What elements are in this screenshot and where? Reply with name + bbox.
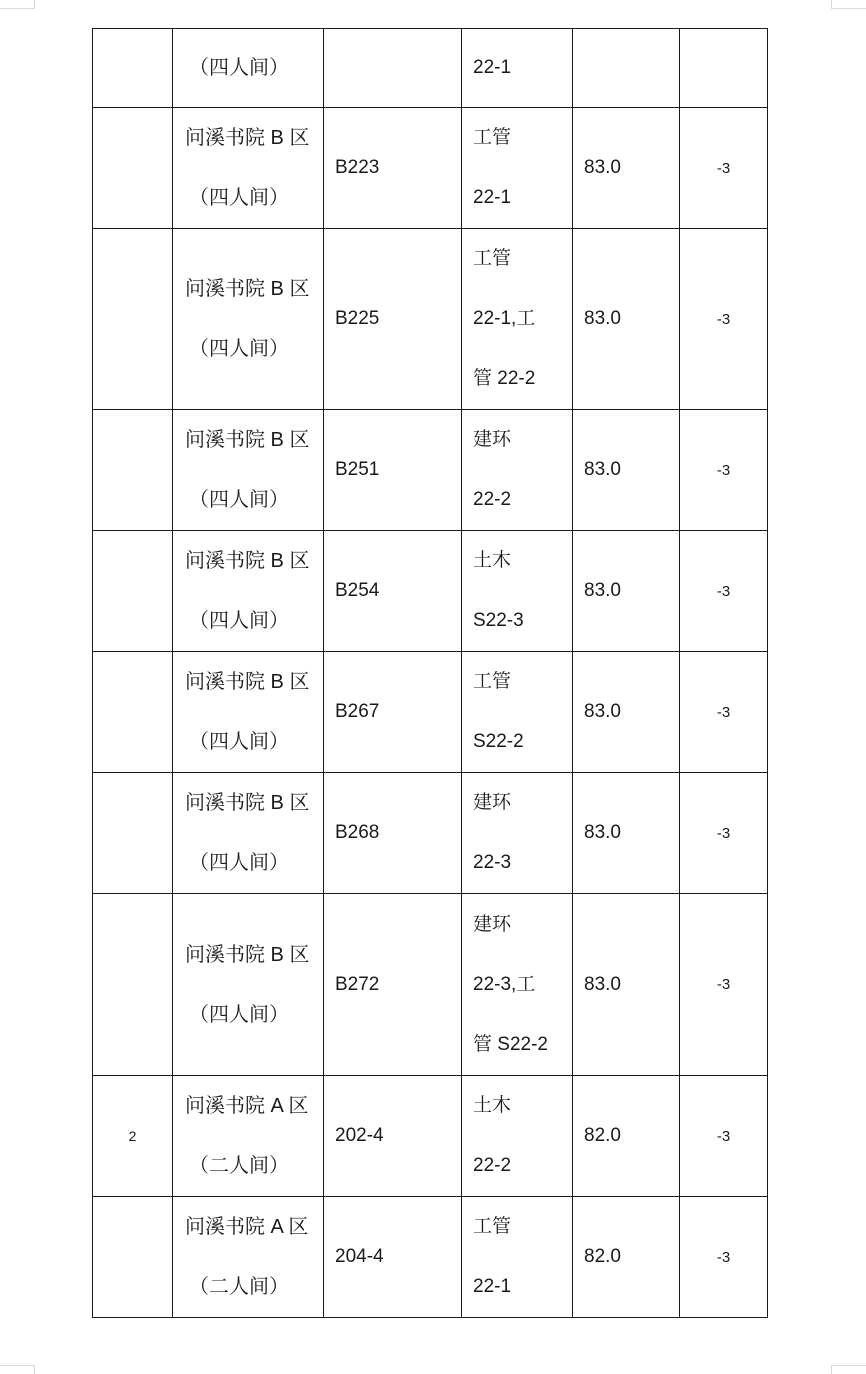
score-cell: [573, 29, 680, 108]
building-cell: [173, 1076, 324, 1197]
cell-text-line: 工管: [473, 127, 512, 148]
deduction-cell: -3: [680, 1197, 768, 1318]
room-cell: 202-4: [324, 1076, 462, 1197]
cell-text-line: 22-1: [473, 187, 512, 208]
class-cell: [462, 894, 573, 1076]
building-cell: [173, 108, 324, 229]
class-cell: [462, 29, 573, 108]
index-cell: [93, 773, 173, 894]
cell-text-line: 工管: [473, 248, 512, 269]
room-cell: B272: [324, 894, 462, 1076]
room-cell: B267: [324, 652, 462, 773]
cell-text-line: （四人间）: [189, 610, 289, 632]
page-corner-mark: [831, 1365, 866, 1374]
cell-text-line: S22-3: [473, 610, 524, 631]
cell-text-line: 问溪书院 B 区: [185, 792, 310, 814]
deduction-cell: -3: [680, 229, 768, 410]
building-cell: [173, 773, 324, 894]
cell-text-line: 工管: [473, 1216, 512, 1237]
cell-text-line: 管 22-2: [473, 368, 536, 389]
table-row: [93, 1076, 768, 1197]
building-cell: [173, 29, 324, 108]
index-cell: [93, 531, 173, 652]
index-cell: [93, 108, 173, 229]
cell-text-line: 建环: [473, 792, 512, 813]
building-cell: [173, 894, 324, 1076]
room-cell: B223: [324, 108, 462, 229]
class-cell: [462, 1076, 573, 1197]
room-cell: 204-4: [324, 1197, 462, 1318]
class-cell: [462, 531, 573, 652]
table-row: [93, 229, 768, 410]
cell-text-line: （二人间）: [189, 1155, 289, 1177]
cell-text-line: 22-3: [473, 852, 512, 873]
cell-text-line: 问溪书院 B 区: [185, 429, 310, 451]
table-row: [93, 773, 768, 894]
cell-text-line: 工管: [473, 671, 512, 692]
cell-text-line: 22-1: [473, 1276, 512, 1297]
table-row: [93, 894, 768, 1076]
score-cell: 83.0: [573, 531, 680, 652]
room-cell: B225: [324, 229, 462, 410]
score-cell: 82.0: [573, 1197, 680, 1318]
room-cell: B268: [324, 773, 462, 894]
deduction-cell: -3: [680, 652, 768, 773]
class-cell: [462, 652, 573, 773]
room-cell: B254: [324, 531, 462, 652]
cell-text-line: 管 S22-2: [473, 1033, 548, 1055]
cell-text-line: 问溪书院 A 区: [185, 1216, 309, 1238]
page-corner-mark: [0, 0, 35, 9]
cell-text-line: 问溪书院 A 区: [185, 1095, 309, 1117]
cell-text-line: 问溪书院 B 区: [185, 550, 310, 572]
cell-text-line: 22-2: [473, 489, 512, 510]
page-corner-mark: [0, 1365, 35, 1374]
cell-text-line: 22-1: [473, 57, 512, 78]
index-cell: [93, 894, 173, 1076]
cell-text-line: （四人间）: [189, 57, 289, 79]
score-cell: 83.0: [573, 652, 680, 773]
index-cell: [93, 229, 173, 410]
score-cell: 83.0: [573, 894, 680, 1076]
index-cell: 2: [93, 1076, 173, 1197]
cell-text-line: 土木: [473, 1095, 512, 1116]
table-row: [93, 29, 768, 108]
score-cell: 83.0: [573, 410, 680, 531]
deduction-cell: -3: [680, 773, 768, 894]
building-cell: [173, 410, 324, 531]
class-cell: [462, 410, 573, 531]
score-cell: 82.0: [573, 1076, 680, 1197]
building-cell: [173, 229, 324, 410]
index-cell: [93, 410, 173, 531]
class-cell: [462, 108, 573, 229]
deduction-cell: [680, 29, 768, 108]
cell-text-line: 22-2: [473, 1155, 512, 1176]
cell-text-line: 问溪书院 B 区: [185, 671, 310, 693]
cell-text-line: （四人间）: [189, 338, 289, 360]
cell-text-line: 问溪书院 B 区: [185, 943, 310, 966]
page-corner-mark: [831, 0, 866, 9]
cell-text-line: （四人间）: [189, 187, 289, 209]
deduction-cell: -3: [680, 410, 768, 531]
deduction-cell: -3: [680, 894, 768, 1076]
cell-text-line: 土木: [473, 550, 512, 571]
class-cell: [462, 229, 573, 410]
table-row: [93, 531, 768, 652]
cell-text-line: （四人间）: [189, 731, 289, 753]
cell-text-line: （四人间）: [189, 489, 289, 511]
room-cell: B251: [324, 410, 462, 531]
score-cell: 83.0: [573, 229, 680, 410]
table-row: [93, 652, 768, 773]
table-row: [93, 108, 768, 229]
cell-text-line: 建环: [473, 913, 512, 935]
score-cell: 83.0: [573, 773, 680, 894]
cell-text-line: （四人间）: [189, 852, 289, 874]
class-cell: [462, 773, 573, 894]
index-cell: [93, 29, 173, 108]
table-row: [93, 410, 768, 531]
cell-text-line: （四人间）: [189, 1003, 289, 1026]
building-cell: [173, 652, 324, 773]
cell-text-line: 问溪书院 B 区: [185, 278, 310, 300]
room-cell: [324, 29, 462, 108]
cell-text-line: 22-3,工: [473, 973, 536, 995]
building-cell: [173, 1197, 324, 1318]
table-row: [93, 1197, 768, 1318]
dormitory-score-table: [92, 28, 768, 1318]
index-cell: [93, 1197, 173, 1318]
cell-text-line: （二人间）: [189, 1276, 289, 1298]
score-cell: 83.0: [573, 108, 680, 229]
deduction-cell: -3: [680, 108, 768, 229]
deduction-cell: -3: [680, 1076, 768, 1197]
class-cell: [462, 1197, 573, 1318]
building-cell: [173, 531, 324, 652]
cell-text-line: 问溪书院 B 区: [185, 127, 310, 149]
cell-text-line: S22-2: [473, 731, 524, 752]
cell-text-line: 建环: [473, 429, 512, 450]
index-cell: [93, 652, 173, 773]
cell-text-line: 22-1,工: [473, 308, 536, 329]
deduction-cell: -3: [680, 531, 768, 652]
